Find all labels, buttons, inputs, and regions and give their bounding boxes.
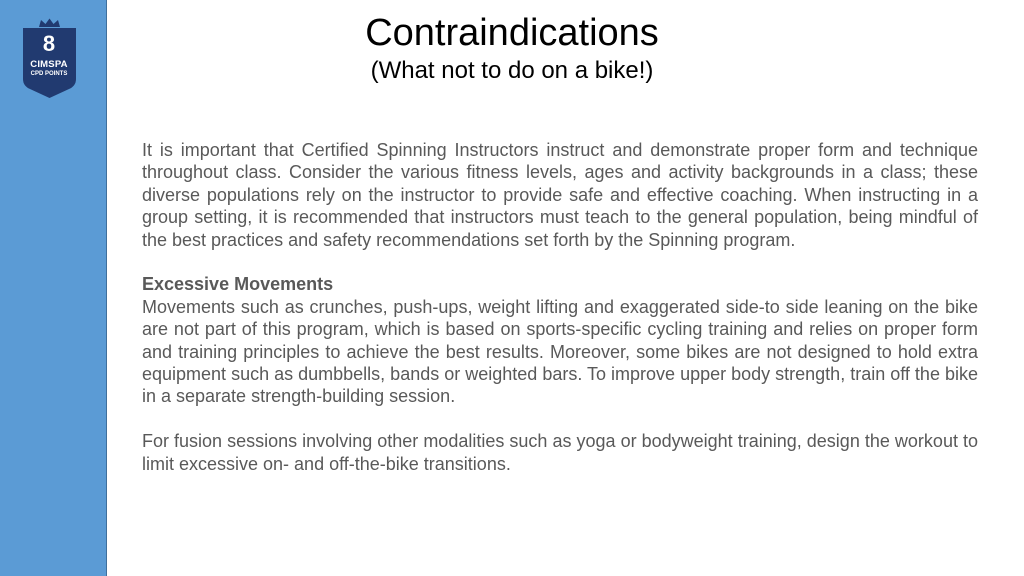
sidebar-panel: [0, 0, 107, 576]
badge-points-label: CPD POINTS: [30, 71, 68, 77]
page-subtitle: (What not to do on a bike!): [370, 57, 654, 84]
fusion-paragraph: For fusion sessions involving other modalities such as yoga or bodyweight training, design the workout to limit excessive on- and off-the-bike transitions.: [142, 431, 978, 474]
shield-icon: [22, 18, 77, 98]
badge-points-number: 8: [42, 31, 56, 56]
paragraph-spacer: [142, 408, 978, 430]
movements-paragraph: Movements such as crunches, push-ups, weight lifting and exaggerated side-to side leaning on the bike are not part of this program, which is based on sports-specific cycling training and relies on proper form and training principles to achieve the best results. Moreover, some bikes are not designed to hold extra equipment such as dumbbells, bands or weighted bars. To improve upper body strength, train off the bike in a separate strength-building session.: [142, 296, 978, 407]
section-heading: Excessive Movements: [142, 274, 334, 295]
badge-organization: CIMSPA: [30, 59, 68, 70]
intro-paragraph: It is important that Certified Spinning Instructors instruct and demonstrate proper form and technique throughout class. Consider the various fitness levels, ages and activity backgrounds in a class; these diverse populations rely on the instructor to provide safe and effective coaching. When instructing in a group setting, it is recommended that instructors must teach to the general population, being mindful of the best practices and safety recommendations set forth by the Spinning program.: [142, 140, 978, 250]
page-title: Contraindications: [365, 12, 659, 54]
cpd-points-badge: [22, 18, 77, 98]
paragraph-spacer: [142, 251, 978, 273]
crown-icon: [39, 19, 60, 28]
body-content: [142, 139, 978, 475]
